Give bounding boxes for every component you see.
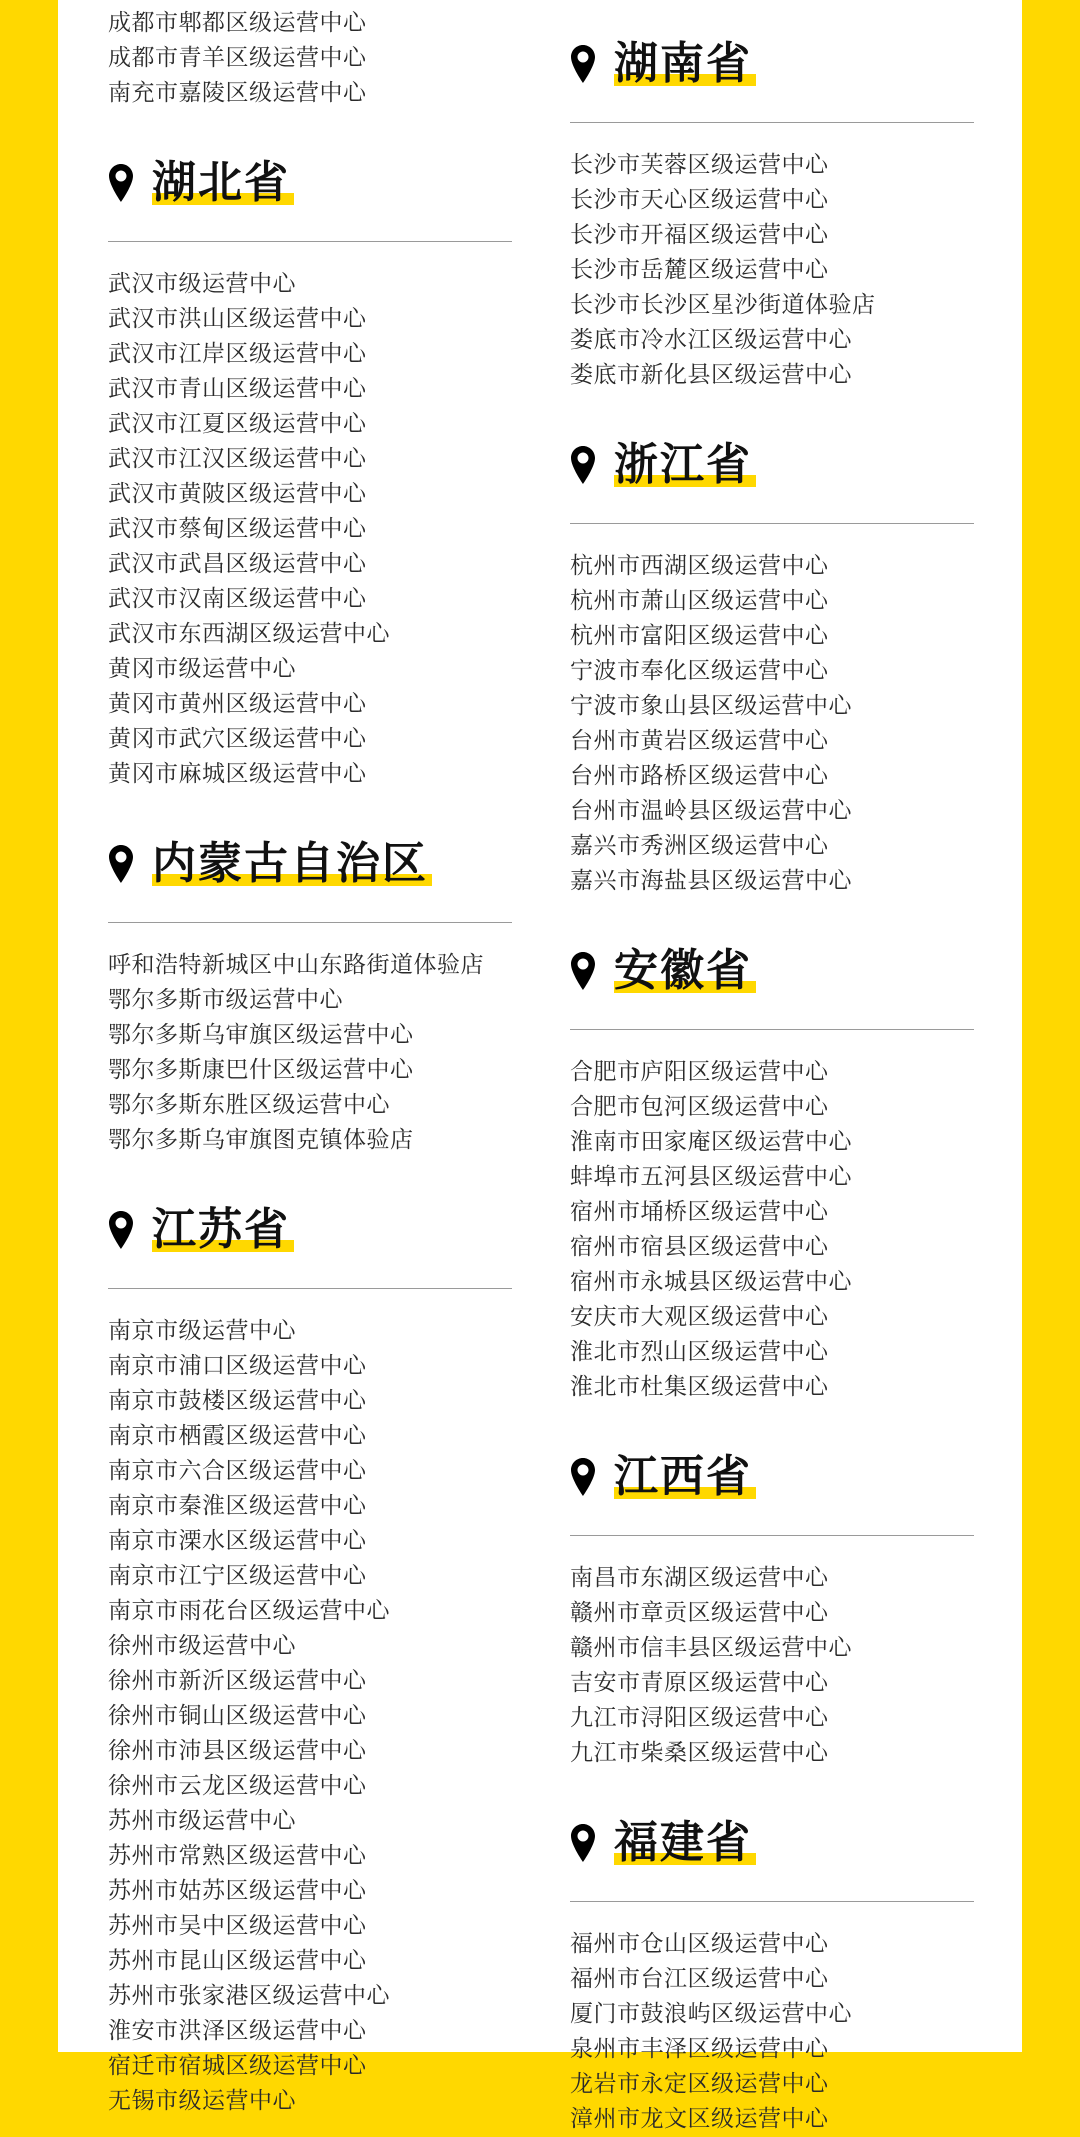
location-item: 台州市温岭县区级运营中心 <box>570 798 852 824</box>
left-column <box>108 6 512 2119</box>
location-item: 武汉市江汉区级运营中心 <box>108 446 367 472</box>
location-item: 宿州市永城县区级运营中心 <box>570 1269 852 1295</box>
continued-location-list <box>108 6 512 111</box>
location-item: 武汉市汉南区级运营中心 <box>108 586 367 612</box>
location-item: 嘉兴市秀洲区级运营中心 <box>570 833 829 859</box>
location-list <box>570 549 974 899</box>
province-title: 湖北省 <box>152 155 290 211</box>
location-item: 杭州市萧山区级运营中心 <box>570 588 829 614</box>
location-item: 徐州市云龙区级运营中心 <box>108 1773 367 1799</box>
province-section <box>570 437 974 899</box>
location-item: 南京市秦淮区级运营中心 <box>108 1493 367 1519</box>
location-item: 南京市栖霞区级运营中心 <box>108 1423 367 1449</box>
province-title: 内蒙古自治区 <box>152 836 428 892</box>
location-item: 杭州市西湖区级运营中心 <box>570 553 829 579</box>
section-header <box>570 1449 974 1505</box>
location-item: 徐州市级运营中心 <box>108 1633 296 1659</box>
location-item: 鄂尔多斯康巴什区级运营中心 <box>108 1057 414 1083</box>
location-list <box>108 267 512 792</box>
location-item: 苏州市昆山区级运营中心 <box>108 1948 367 1974</box>
location-item: 合肥市庐阳区级运营中心 <box>570 1059 829 1085</box>
location-item: 呼和浩特新城区中山东路街道体验店 <box>108 952 484 978</box>
location-item: 南京市溧水区级运营中心 <box>108 1528 367 1554</box>
section-header <box>108 836 512 892</box>
location-item: 淮北市烈山区级运营中心 <box>570 1339 829 1365</box>
province-section <box>570 943 974 1405</box>
province-title: 福建省 <box>614 1815 752 1871</box>
location-item: 武汉市东西湖区级运营中心 <box>108 621 390 647</box>
location-item: 九江市浔阳区级运营中心 <box>570 1705 829 1731</box>
map-pin-icon <box>570 44 596 84</box>
location-item: 蚌埠市五河县区级运营中心 <box>570 1164 852 1190</box>
location-item: 南京市雨花台区级运营中心 <box>108 1598 390 1624</box>
location-item: 南昌市东湖区级运营中心 <box>570 1565 829 1591</box>
map-pin-icon <box>570 951 596 991</box>
location-item: 南京市江宁区级运营中心 <box>108 1563 367 1589</box>
map-pin-icon <box>108 1210 134 1250</box>
location-item: 福州市台江区级运营中心 <box>570 1966 829 1992</box>
province-section <box>108 155 512 792</box>
section-header <box>570 943 974 999</box>
location-item: 南京市六合区级运营中心 <box>108 1458 367 1484</box>
location-item: 徐州市铜山区级运营中心 <box>108 1703 367 1729</box>
location-item: 黄冈市级运营中心 <box>108 656 296 682</box>
map-pin-icon <box>570 1823 596 1863</box>
location-item: 福州市仓山区级运营中心 <box>570 1931 829 1957</box>
location-item: 苏州市级运营中心 <box>108 1808 296 1834</box>
section-header <box>570 437 974 493</box>
location-item: 长沙市开福区级运营中心 <box>570 222 829 248</box>
section-header <box>108 1202 512 1258</box>
province-section <box>570 36 974 393</box>
location-item: 宁波市象山县区级运营中心 <box>570 693 852 719</box>
location-item: 苏州市吴中区级运营中心 <box>108 1913 367 1939</box>
location-item: 淮南市田家庵区级运营中心 <box>570 1129 852 1155</box>
section-divider <box>570 1029 974 1030</box>
map-pin-icon <box>570 1457 596 1497</box>
province-section <box>108 1202 512 2119</box>
province-section <box>570 1449 974 1771</box>
location-item: 武汉市蔡甸区级运营中心 <box>108 516 367 542</box>
location-list <box>570 1561 974 1771</box>
section-divider <box>570 1535 974 1536</box>
province-title: 湖南省 <box>614 36 752 92</box>
section-header <box>108 155 512 211</box>
location-item: 杭州市富阳区级运营中心 <box>570 623 829 649</box>
location-item: 黄冈市武穴区级运营中心 <box>108 726 367 752</box>
location-item: 鄂尔多斯市级运营中心 <box>108 987 343 1013</box>
province-title: 浙江省 <box>614 437 752 493</box>
location-item: 嘉兴市海盐县区级运营中心 <box>570 868 852 894</box>
province-title: 江苏省 <box>152 1202 290 1258</box>
location-item: 南京市鼓楼区级运营中心 <box>108 1388 367 1414</box>
location-item: 淮北市杜集区级运营中心 <box>570 1374 829 1400</box>
location-item: 鄂尔多斯乌审旗图克镇体验店 <box>108 1127 414 1153</box>
location-item: 武汉市级运营中心 <box>108 271 296 297</box>
section-divider <box>108 241 512 242</box>
location-item: 厦门市鼓浪屿区级运营中心 <box>570 2001 852 2027</box>
province-section <box>108 836 512 1158</box>
location-item: 长沙市岳麓区级运营中心 <box>570 257 829 283</box>
location-item: 长沙市长沙区星沙街道体验店 <box>570 292 876 318</box>
location-item: 成都市郫都区级运营中心 <box>108 10 367 36</box>
location-item: 鄂尔多斯东胜区级运营中心 <box>108 1092 390 1118</box>
location-item: 台州市路桥区级运营中心 <box>570 763 829 789</box>
location-item: 安庆市大观区级运营中心 <box>570 1304 829 1330</box>
location-item: 武汉市青山区级运营中心 <box>108 376 367 402</box>
location-list <box>108 948 512 1158</box>
location-item: 武汉市江岸区级运营中心 <box>108 341 367 367</box>
location-list <box>570 148 974 393</box>
location-item: 娄底市新化县区级运营中心 <box>570 362 852 388</box>
location-item: 鄂尔多斯乌审旗区级运营中心 <box>108 1022 414 1048</box>
location-item: 淮安市洪泽区级运营中心 <box>108 2018 367 2044</box>
location-item: 泉州市丰泽区级运营中心 <box>570 2036 829 2062</box>
right-column <box>570 36 974 2137</box>
location-item: 成都市青羊区级运营中心 <box>108 45 367 71</box>
section-divider <box>108 922 512 923</box>
location-item: 南京市浦口区级运营中心 <box>108 1353 367 1379</box>
location-item: 武汉市江夏区级运营中心 <box>108 411 367 437</box>
location-item: 龙岩市永定区级运营中心 <box>570 2071 829 2097</box>
location-item: 九江市柴桑区级运营中心 <box>570 1740 829 1766</box>
map-pin-icon <box>108 163 134 203</box>
location-item: 宿州市埇桥区级运营中心 <box>570 1199 829 1225</box>
location-item: 赣州市信丰县区级运营中心 <box>570 1635 852 1661</box>
location-item: 漳州市龙文区级运营中心 <box>570 2106 829 2132</box>
section-header <box>570 1815 974 1871</box>
location-list <box>570 1927 974 2137</box>
location-item: 武汉市武昌区级运营中心 <box>108 551 367 577</box>
location-item: 苏州市姑苏区级运营中心 <box>108 1878 367 1904</box>
location-item: 长沙市芙蓉区级运营中心 <box>570 152 829 178</box>
location-list <box>108 1314 512 2119</box>
location-item: 徐州市沛县区级运营中心 <box>108 1738 367 1764</box>
map-pin-icon <box>108 844 134 884</box>
location-item: 娄底市冷水江区级运营中心 <box>570 327 852 353</box>
location-item: 南充市嘉陵区级运营中心 <box>108 80 367 106</box>
location-item: 苏州市张家港区级运营中心 <box>108 1983 390 2009</box>
province-title: 安徽省 <box>614 943 752 999</box>
location-item: 徐州市新沂区级运营中心 <box>108 1668 367 1694</box>
location-list <box>570 1055 974 1405</box>
content-panel <box>58 0 1022 2132</box>
location-item: 无锡市级运营中心 <box>108 2088 296 2114</box>
location-item: 苏州市常熟区级运营中心 <box>108 1843 367 1869</box>
location-item: 黄冈市黄州区级运营中心 <box>108 691 367 717</box>
section-divider <box>108 1288 512 1289</box>
province-title: 江西省 <box>614 1449 752 1505</box>
location-item: 武汉市洪山区级运营中心 <box>108 306 367 332</box>
map-pin-icon <box>570 445 596 485</box>
province-section <box>570 1815 974 2137</box>
location-item: 合肥市包河区级运营中心 <box>570 1094 829 1120</box>
section-header <box>570 36 974 92</box>
section-divider <box>570 523 974 524</box>
location-item: 宁波市奉化区级运营中心 <box>570 658 829 684</box>
location-item: 宿州市宿县区级运营中心 <box>570 1234 829 1260</box>
location-item: 赣州市章贡区级运营中心 <box>570 1600 829 1626</box>
location-item: 黄冈市麻城区级运营中心 <box>108 761 367 787</box>
location-item: 吉安市青原区级运营中心 <box>570 1670 829 1696</box>
location-item: 台州市黄岩区级运营中心 <box>570 728 829 754</box>
location-item: 长沙市天心区级运营中心 <box>570 187 829 213</box>
section-divider <box>570 1901 974 1902</box>
location-item: 南京市级运营中心 <box>108 1318 296 1344</box>
location-item: 宿迁市宿城区级运营中心 <box>108 2053 367 2079</box>
section-divider <box>570 122 974 123</box>
location-item: 武汉市黄陂区级运营中心 <box>108 481 367 507</box>
